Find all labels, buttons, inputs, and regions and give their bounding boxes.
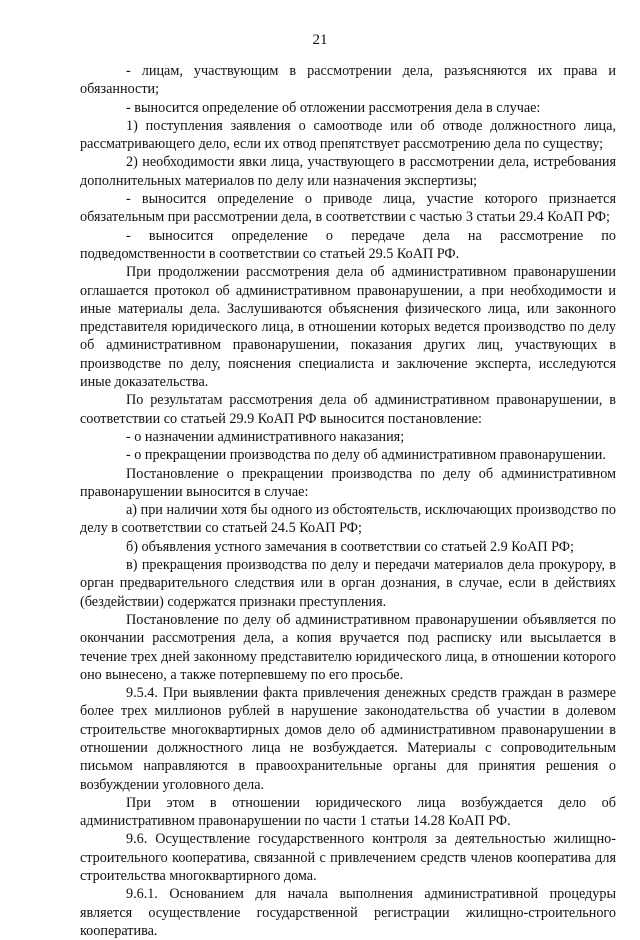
paragraph-proceedings-terminated: - о прекращении производства по делу об административном правонарушении.: [126, 447, 606, 464]
paragraph-rights-explained: - лицам, участвующим в рассмотрении дела, разъясняются их права и обязанности;: [80, 63, 616, 98]
paragraph-continued-review: При продолжении рассмотрения дела об административном правонарушении оглашается протокол об административном правонарушении, а при необходимости и иные материалы дела. Заслушиваются объяснения физического лица, или законного представителя юридического лица, в отношении которых ведется производство по делу об административном правонарушении, показания других лиц, участвующих в производстве по делу, пояснения специалиста и заключение эксперта, исследуются иные доказательства.: [80, 264, 616, 391]
paragraph-transfer-jurisdiction: - выносится определение о передаче дела на рассмотрение по подведомственности в соответствии со статьей 29.5 КоАП РФ.: [80, 227, 616, 262]
paragraph-compelled-appearance: - выносится определение о приводе лица, участие которого признается обязательным при рассмотрении дела, в соответствии с частью 3 статьи 29.4 КоАП РФ;: [80, 191, 616, 226]
paragraph-termination-cases: Постановление о прекращении производства по делу об административном правонарушении выносится в случае:: [80, 465, 616, 500]
paragraph-item-b: б) объявления устного замечания в соответствии со статьей 2.9 КоАП РФ;: [126, 538, 574, 555]
paragraph-item-c: в) прекращения производства по делу и передачи материалов дела прокурору, в орган предварительного следствия или в орган дознания, в случае, если в действиях (бездействии) содержатся признаки преступления.: [80, 557, 616, 610]
paragraph-item-1-recusal: 1) поступления заявления о самоотводе или об отводе должностного лица, рассматривающего дело, если их отвод препятствует рассмотрению дела по существу;: [80, 117, 616, 153]
paragraph-item-2-attendance: 2) необходимости явки лица, участвующего в рассмотрении дела, истребования дополнительных материалов по делу или назначения экспертизы;: [80, 154, 616, 189]
paragraph-legal-entity-case: При этом в отношении юридического лица возбуждается дело об административном правонарушении по части 1 статьи 14.28 КоАП РФ.: [80, 794, 616, 830]
paragraph-9-6-1: 9.6.1. Основанием для начала выполнения административной процедуры является осуществление государственной регистрации жилищно-строительного кооператива.: [80, 886, 616, 939]
paragraph-review-results: По результатам рассмотрения дела об административном правонарушении, в соответствии со статьей 29.9 КоАП РФ выносится постановление:: [80, 392, 616, 427]
paragraph-postponement-ruling: - выносится определение об отложении рассмотрения дела в случае:: [126, 99, 541, 116]
page-number: 21: [312, 32, 328, 48]
document-body: [80, 62, 616, 940]
paragraph-item-a: а) при наличии хотя бы одного из обстоятельств, исключающих производство по делу в соответствии со статьей 24.5 КоАП РФ;: [80, 502, 616, 537]
paragraph-ruling-announcement: Постановление по делу об административном правонарушении объявляется по окончании рассмотрения дела, а копия вручается под расписку или высылается в течение трех дней законному представителю юридического лица, в отношении которого оно вынесено, а также потерпевшему по его просьбе.: [80, 611, 616, 683]
paragraph-9-5-4: 9.5.4. При выявлении факта привлечения денежных средств граждан в размере более трех миллионов рублей в нарушение законодательства об участии в долевом строительстве многоквартирных домов дело об административном правонарушении в отношении должностного лица не возбуждается. Материалы с сопроводительным письмом направляются в правоохранительные органы для принятия решения о возбуждении уголовного дела.: [80, 685, 616, 793]
paragraph-penalty-imposed: - о назначении административного наказания;: [126, 428, 405, 445]
paragraph-9-6: 9.6. Осуществление государственного контроля за деятельностью жилищно-строительного кооператива, связанной с привлечением средств членов кооператива для строительства многоквартирного дома.: [80, 831, 616, 885]
